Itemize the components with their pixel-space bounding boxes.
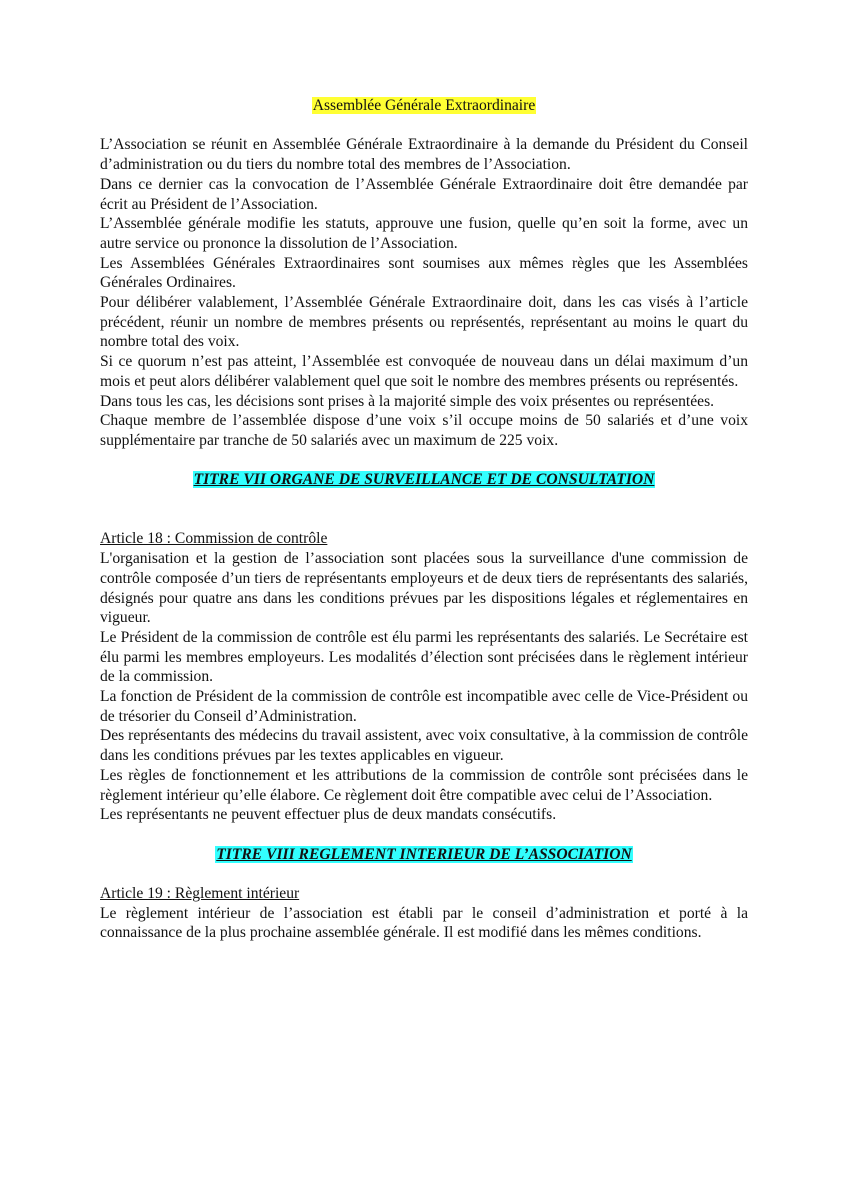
- article-18-paragraph: Les règles de fonctionnement et les attributions de la commission de contrôle sont précisées dans le règlement intérieur qu’elle élabore. Ce règlement doit être compatible avec celui de l’Association.: [100, 766, 748, 804]
- article-18-body: [100, 549, 748, 825]
- aged-paragraph: Chaque membre de l’assemblée dispose d’une voix s’il occupe moins de 50 salariés et d’une voix supplémentaire par tranche de 50 salariés avec un maximum de 225 voix.: [100, 412, 748, 449]
- article-18-paragraph: La fonction de Président de la commission de contrôle est incompatible avec celle de Vice-Président ou de trésorier du Conseil d’Administration.: [100, 688, 748, 725]
- aged-paragraph: Si ce quorum n’est pas atteint, l’Assemblée est convoquée de nouveau dans un délai maximum d’un mois et peut alors délibérer valablement quel que soit le nombre des membres présents ou représentés.: [100, 353, 748, 390]
- titre-vii-heading-row: [100, 470, 748, 490]
- aged-heading-row: [100, 96, 748, 116]
- aged-paragraph: L’Association se réunit en Assemblée Générale Extraordinaire à la demande du Président du Conseil d’administration ou du tiers du nombre total des membres de l’Association.: [100, 136, 748, 174]
- titre-vii-heading: TITRE VII ORGANE DE SURVEILLANCE ET DE CONSULTATION: [193, 471, 655, 489]
- aged-paragraph: Dans ce dernier cas la convocation de l’Assemblée Générale Extraordinaire doit être demandée par écrit au Président de l’Association.: [100, 175, 748, 213]
- article-18-paragraph: Des représentants des médecins du travail assistent, avec voix consultative, à la commission de contrôle dans les conditions prévues par les textes applicables en vigueur.: [100, 727, 748, 765]
- aged-paragraph: Dans tous les cas, les décisions sont prises à la majorité simple des voix présentes ou représentées.: [100, 392, 715, 410]
- aged-body: [100, 135, 748, 450]
- aged-paragraph: Les Assemblées Générales Extraordinaires sont soumises aux mêmes règles que les Assemblées Générales Ordinaires.: [100, 254, 748, 292]
- article-19-title: Article 19 : Règlement intérieur: [100, 885, 300, 903]
- aged-paragraph: Pour délibérer valablement, l’Assemblée Générale Extraordinaire doit, dans les cas visés à l’article précédent, réunir un nombre de membres présents ou représentés, représentant au moins le quart du nombre total des voix.: [100, 294, 748, 351]
- article-18-paragraph: Les représentants ne peuvent effectuer plus de deux mandats consécutifs.: [100, 806, 557, 824]
- titre-viii-heading: TITRE VIII REGLEMENT INTERIEUR DE L’ASSOCIATION: [216, 845, 632, 863]
- article-19-body: [100, 904, 748, 943]
- article-18-paragraph: Le Président de la commission de contrôle est élu parmi les représentants des salariés. Le Secrétaire est élu parmi les membres employeurs. Les modalités d’élection sont précisées dans le règlement intérieur de la commission.: [100, 628, 748, 686]
- document-page: [100, 96, 748, 943]
- article-18-paragraph: L'organisation et la gestion de l’association sont placées sous la surveillance d'une commission de contrôle composée d’un tiers de représentants employeurs et de deux tiers de représentants des salariés, désignés pour quatre ans dans les conditions prévues par les dispositions légales et réglementaires en vigueur.: [100, 550, 748, 627]
- aged-heading: Assemblée Générale Extraordinaire: [312, 97, 536, 114]
- article-19-paragraph: Le règlement intérieur de l’association est établi par le conseil d’administration et porté à la connaissance de la plus prochaine assemblée générale. Il est modifié dans les mêmes conditions.: [100, 904, 748, 942]
- aged-paragraph: L’Assemblée générale modifie les statuts, approuve une fusion, quelle qu’en soit la forme, avec un autre service ou prononce la dissolution de l’Association.: [100, 215, 748, 252]
- titre-viii-heading-row: [100, 845, 748, 865]
- article-18-title: Article 18 : Commission de contrôle: [100, 530, 328, 548]
